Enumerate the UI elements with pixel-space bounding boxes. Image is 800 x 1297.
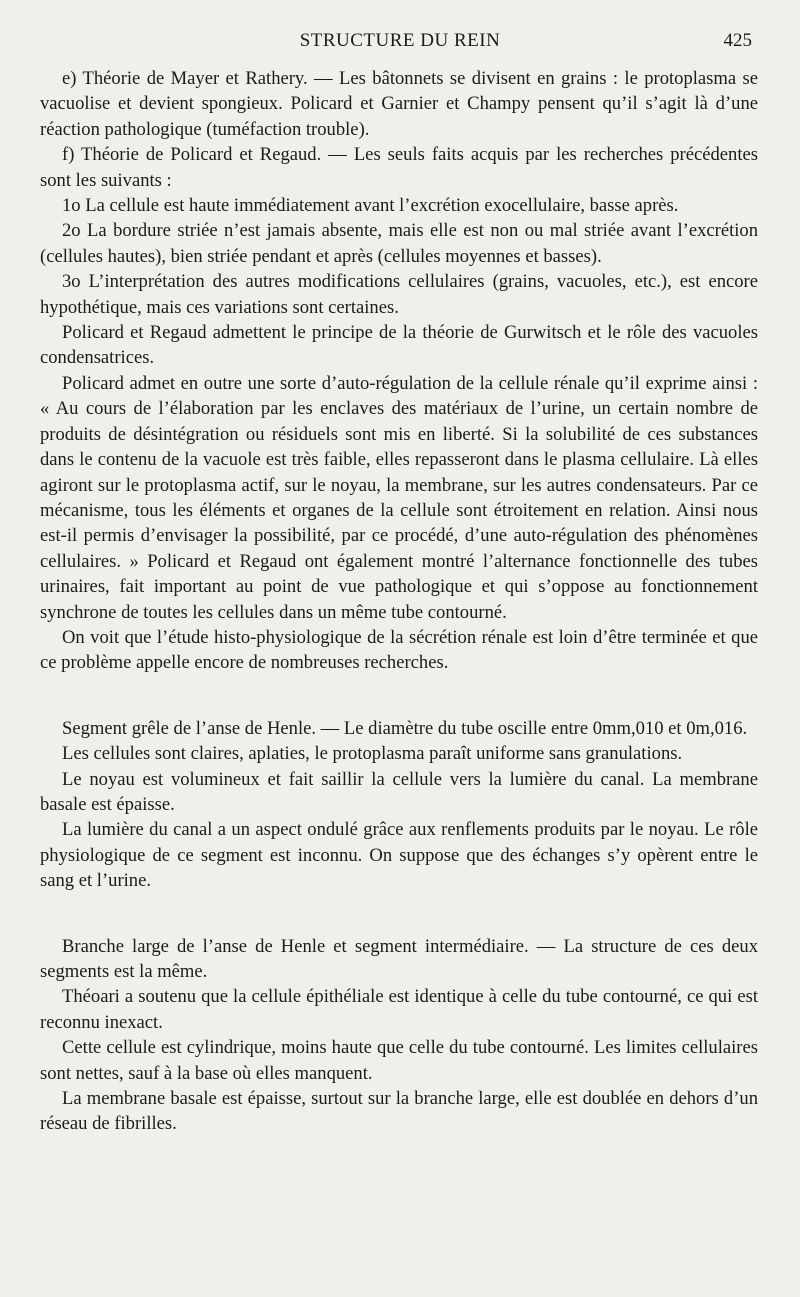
running-title: STRUCTURE DU REIN: [299, 30, 501, 51]
paragraph-theoari: Théoari a soutenu que la cellule épithéliale est identique à celle du tube contourné, ce qui est reconnu inexact.: [40, 986, 758, 1033]
paragraph-point-1: 1o La cellule est haute immédiatement avant l’excrétion exocellulaire, basse après.: [62, 195, 679, 217]
paragraph-auto-regulation: Policard admet en outre une sorte d’auto-régulation de la cellule rénale qu’il exprime ainsi : « Au cours de l’élaboration par les enclaves des matériaux de l’urine, un certain nombre de produits de désintégration ou résiduels sont mis en liberté. Si la solubilité de ces substances dans le contenu de la vacuole est très faible, elles repasseront dans le plasma cellulaire. Là elles agiront sur le protoplasma actif, sur le noyau, la membrane, sur les autres condensateurs. Par ce mécanisme, tous les éléments et organes de la cellule sont étroitement en relation. Ainsi nous est-il permis d’envisager la possibilité, par ce procédé, d’une auto-régulation des phénomènes cellulaires. » Policard et Regaud ont également montré l’alternance fonctionnelle des tubes urinaires, fait important au point de vue pathologique et qui s’oppose au fonctionnement synchrone de toutes les cellules dans un même tube contourné.: [40, 372, 758, 623]
paragraph-noyau: Le noyau est volumineux et fait saillir la cellule vers la lumière du canal. La membrane basale est épaisse.: [40, 768, 758, 815]
page-number: 425: [723, 30, 752, 51]
paragraph-point-3: 3o L’interprétation des autres modifications cellulaires (grains, vacuoles, etc.), est encore hypothétique, mais ces variations sont certaines.: [40, 271, 758, 318]
paragraph-segment-grele: Segment grêle de l’anse de Henle. — Le diamètre du tube oscille entre 0mm,010 et 0m,016.: [62, 717, 748, 739]
paragraph-theorie-mayer-rathery: e) Théorie de Mayer et Rathery. — Les bâtonnets se divisent en grains : le protoplasma se vacuolise et devient spongieux. Policard et Garnier et Champy pensent qu’il s’agit là d’une réaction pathologique (tuméfaction trouble).: [40, 68, 758, 140]
body-text: [40, 66, 758, 1137]
paragraph-cellules-claires: Les cellules sont claires, aplaties, le protoplasma paraît uniforme sans granulations.: [62, 743, 683, 765]
page-header: [0, 30, 800, 54]
paragraph-point-2: 2o La bordure striée n’est jamais absente, mais elle est non ou mal striée avant l’excrétion (cellules hautes), bien striée pendant et après (cellules moyennes et basses).: [40, 220, 758, 267]
paragraph-membrane-basale: La membrane basale est épaisse, surtout sur la branche large, elle est doublée en dehors d’un réseau de fibrilles.: [40, 1088, 758, 1135]
paragraph-lumiere-canal: La lumière du canal a un aspect ondulé grâce aux renflements produits par le noyau. Le rôle physiologique de ce segment est inconnu. On suppose que des échanges s’y opèrent entre le sang et l’urine.: [40, 819, 758, 892]
paragraph-branche-large: Branche large de l’anse de Henle et segment intermédiaire. — La structure de ces deux segments est la même.: [40, 935, 758, 982]
paragraph-gurwitsch: Policard et Regaud admettent le principe de la théorie de Gurwitsch et le rôle des vacuoles condensatrices.: [40, 322, 758, 369]
paragraph-conclusion: On voit que l’étude histo-physiologique de la sécrétion rénale est loin d’être terminée et que ce problème appelle encore de nombreuses recherches.: [40, 626, 758, 674]
paragraph-theorie-policard-regaud: f) Théorie de Policard et Regaud. — Les seuls faits acquis par les recherches précédentes sont les suivants :: [40, 144, 758, 191]
paragraph-cellule-cylindrique: Cette cellule est cylindrique, moins haute que celle du tube contourné. Les limites cellulaires sont nettes, sauf à la base où elles manquent.: [40, 1037, 758, 1084]
